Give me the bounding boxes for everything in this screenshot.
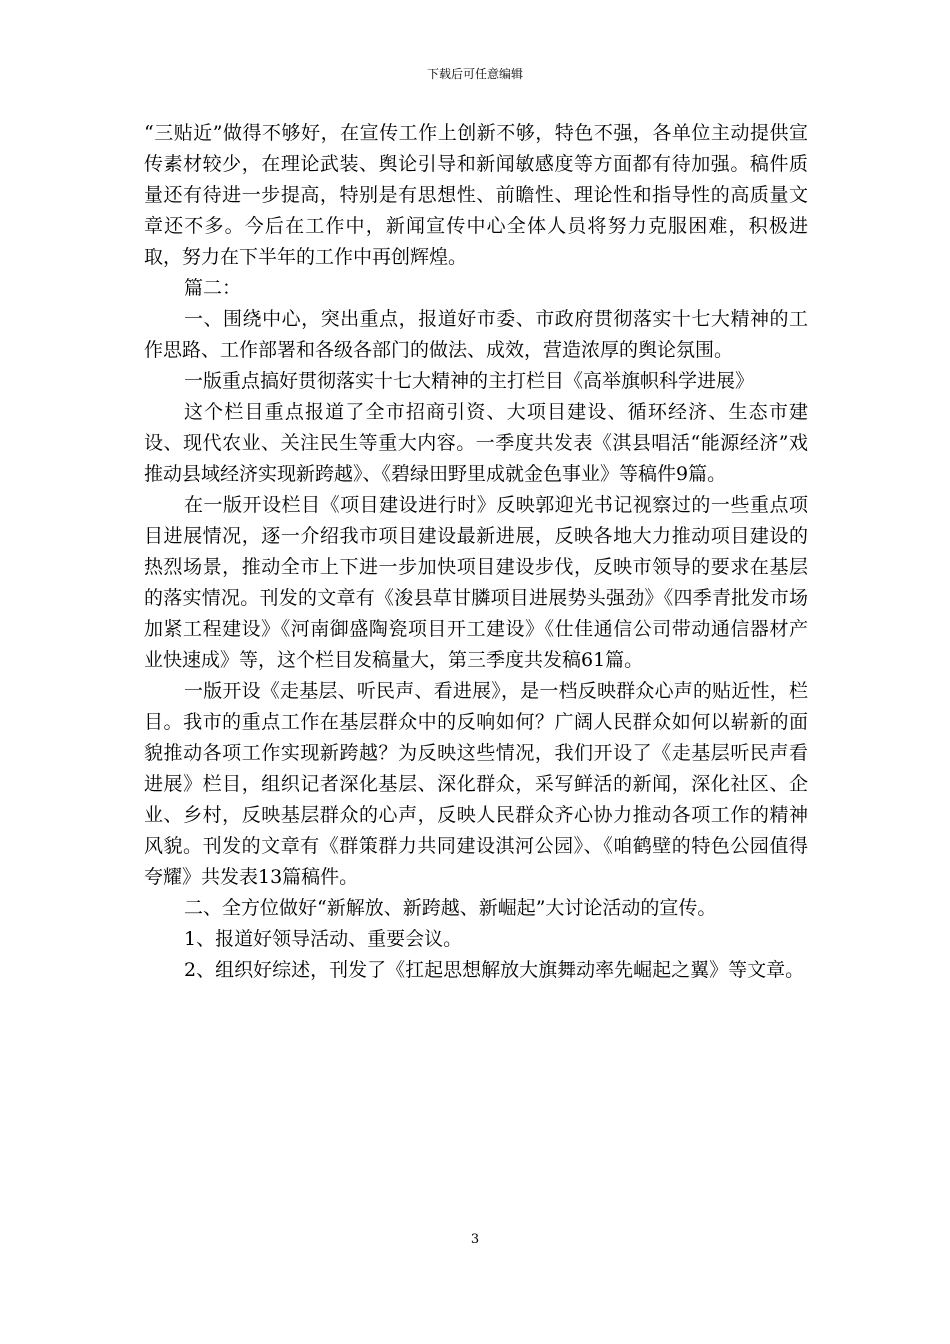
- document-body: [144, 118, 808, 986]
- paragraph-2: 篇二：: [184, 277, 242, 299]
- paragraph-4: 一版重点搞好贯彻落实十七大精神的主打栏目《高举旗帜科学进展》: [184, 370, 755, 392]
- page-number: 3: [470, 1232, 480, 1247]
- paragraph-9: 1、报道好领导活动、重要会议。: [184, 928, 463, 950]
- paragraph-1: “三贴近”做得不够好，在宣传工作上创新不够，特色不强，各单位主动提供宣传素材较少，在理论武装、舆论引导和新闻敏感度等方面都有待加强。稿件质量还有待进一步提高，特别是有思想性、前瞻性、理论性和指导性的高质量文章还不多。今后在工作中，新闻宣传中心全体人员将努力克服困难，积极进取，努力在下半年的工作中再创辉煌。: [144, 122, 808, 268]
- paragraph-8: 二、全方位做好“新解放、新跨越、新崛起”大讨论活动的宣传。: [184, 897, 717, 919]
- paragraph-6: 在一版开设栏目《项目建设进行时》反映郭迎光书记视察过的一些重点项目进展情况，逐一介绍我市项目建设最新进展，反映各地大力推动项目建设的热烈场景，推动全市上下进一步加快项目建设步伐，反映市领导的要求在基层的落实情况。刊发的文章有《浚县草甘膦项目进展势头强劲》《四季青批发市场加紧工程建设》《河南御盛陶瓷项目开工建设》《仕佳通信公司带动通信器材产业快速成》等，这个栏目发稿量大，第三季度共发稿61篇。: [144, 494, 808, 671]
- page-header: 下载后可任意编辑: [426, 67, 523, 81]
- paragraph-3: 一、围绕中心，突出重点，报道好市委、市政府贯彻落实十七大精神的工作思路、工作部署和各级各部门的做法、成效，营造浓厚的舆论氛围。: [144, 308, 808, 361]
- paragraph-5: 这个栏目重点报道了全市招商引资、大项目建设、循环经济、生态市建设、现代农业、关注民生等重大内容。一季度共发表《淇县唱活“能源经济”戏推动县域经济实现新跨越》、《碧绿田野里成就金色事业》等稿件9篇。: [144, 401, 808, 485]
- paragraph-10: 2、组织好综述，刊发了《扛起思想解放大旗舞动率先崛起之翼》等文章。: [184, 959, 805, 981]
- paragraph-7: 一版开设《走基层、听民声、看进展》，是一档反映群众心声的贴近性，栏目。我市的重点工作在基层群众中的反响如何？广阔人民群众如何以崭新的面貌推动各项工作实现新跨越？为反映这些情况，我们开设了《走基层听民声看进展》栏目，组织记者深化基层、深化群众，采写鲜活的新闻，深化社区、企业、乡村，反映基层群众的心声，反映人民群众齐心协力推动各项工作的精神风貌。刊发的文章有《群策群力共同建设淇河公园》、《咱鹤壁的特色公园值得夸耀》共发表13篇稿件。: [144, 680, 808, 888]
